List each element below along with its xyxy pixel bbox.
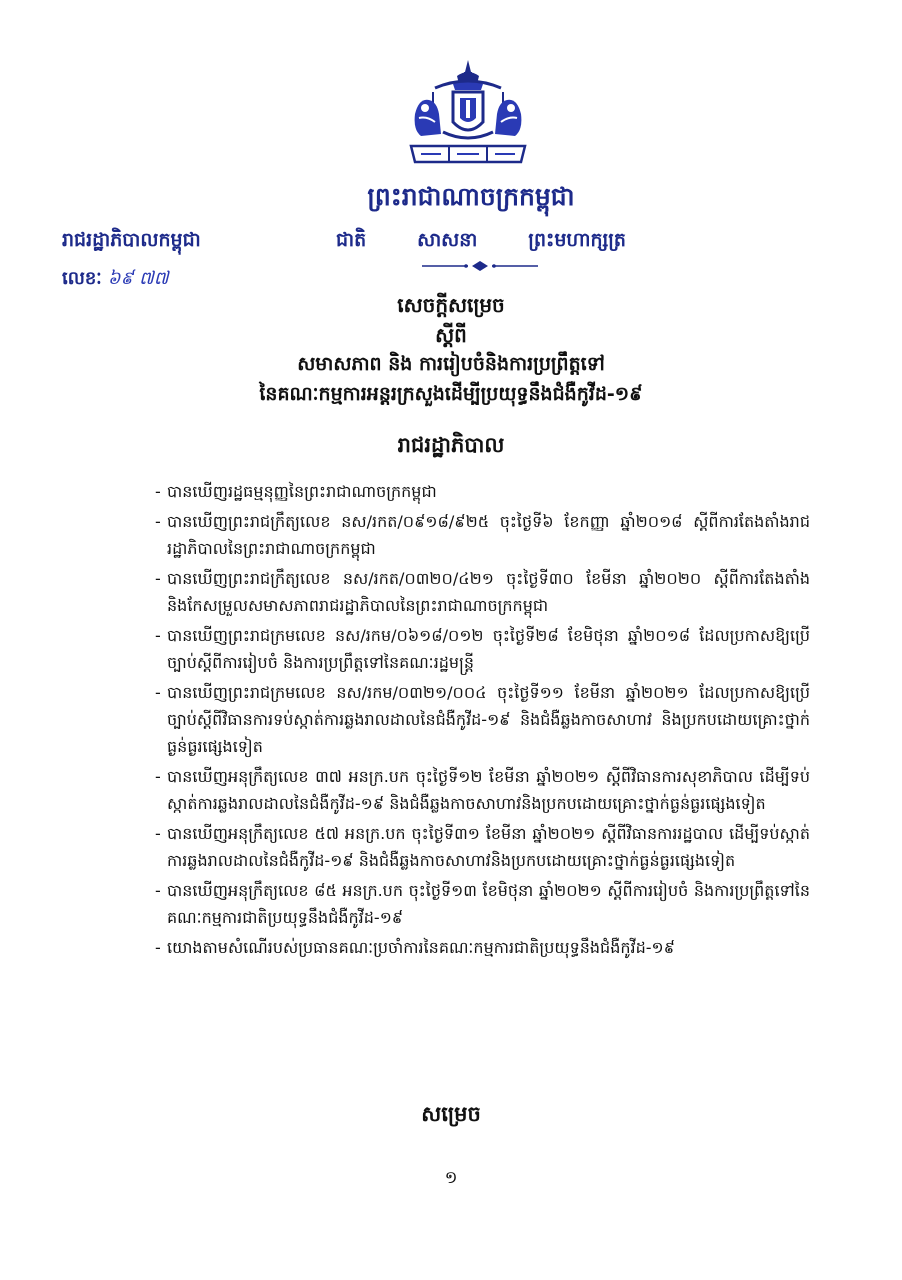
clause-text: បានឃើញអនុក្រឹត្យលេខ ៨៥ អនក្រ.បក ចុះថ្ងៃទី១៣ ខែមិថុនា ឆ្នាំ២០២១ ស្តីពីការរៀបចំ និងការប្រព្រឹត្តទៅនៃគណៈកម្មការជាតិប្រយុទ្ធនឹងជំងឺកូវីដ-១៩ — [167, 881, 810, 927]
royal-coat-of-arms-icon — [405, 58, 531, 170]
subject-line-1: សមាសភាព និង ការរៀបចំនិងការប្រព្រឹត្តទៅ — [297, 353, 605, 375]
list-item: - បានឃើញព្រះរាជក្រមលេខ នស/រកម/០៣២១/០០៤ ចុះថ្ងៃទី១១ ខែមីនា ឆ្នាំ២០២១ ដែលប្រកាសឱ្យប្រើច្បាប់ស្តីពីវិធានការទប់ស្កាត់ការឆ្លងរាលដាលនៃជំងឺកូវីដ-១៩ និងជំងឺឆ្លងកាចសាហាវ និងប្រកបដោយគ្រោះថ្នាក់ធ្ងន់ធ្ងរផ្សេងទៀត — [155, 679, 810, 760]
list-item: - បានឃើញព្រះរាជក្រមលេខ នស/រកម/០៦១៨/០១២ ចុះថ្ងៃទី២៨ ខែមិថុនា ឆ្នាំ២០១៨ ដែលប្រកាសឱ្យប្រើច្បាប់ស្តីពីការរៀបចំ និងការប្រព្រឹត្តទៅនៃគណៈរដ្ឋមន្ត្រី — [155, 622, 810, 676]
clause-text: យោងតាមសំណើរបស់ប្រធានគណៈប្រចាំការនៃគណៈកម្មការជាតិប្រយុទ្ធនឹងជំងឺកូវីដ-១៩ — [167, 938, 675, 957]
preamble-clauses — [155, 478, 810, 964]
list-item: - បានឃើញអនុក្រឹត្យលេខ ៥៧ អនក្រ.បក ចុះថ្ងៃទី៣១ ខែមីនា ឆ្នាំ២០២១ ស្តីពីវិធានការរដ្ឋបាល ដើម្បីទប់ស្កាត់ការឆ្លងរាលដាលនៃជំងឺកូវីដ-១៩ និងជំងឺឆ្លងកាចសាហាវនិងប្រកបដោយគ្រោះថ្នាក់ធ្ងន់ធ្ងរផ្សេងទៀត — [155, 820, 810, 874]
motto-nation: ជាតិ — [336, 229, 367, 251]
kingdom-title: ព្រះរាជាណាចក្រកម្ពុជា — [367, 182, 575, 211]
clause-text: បានឃើញព្រះរាជក្រឹត្យលេខ នស/រកត/០៩១៨/៩២៥ ចុះថ្ងៃទី៦ ខែកញ្ញា ឆ្នាំ២០១៨ ស្តីពីការតែងតាំងរាជរដ្ឋាភិបាលនៃព្រះរាជាណាចក្រកម្ពុជា — [167, 512, 810, 558]
subject-line-2: នៃគណៈកម្មការអន្តរក្រសួងដើម្បីប្រយុទ្ធនឹងជំងឺកូវីដ-១៩ — [259, 383, 643, 405]
issuer-heading: រាជរដ្ឋាភិបាល — [397, 433, 505, 457]
motto-religion: សាសនា — [417, 229, 478, 251]
document-number-label: លេខៈ — [62, 268, 102, 289]
decides-heading: សម្រេច — [421, 1102, 481, 1126]
list-item: - បានឃើញព្រះរាជក្រឹត្យលេខ នស/រកត/០៣២០/៤២១ ចុះថ្ងៃទី៣០ ខែមីនា ឆ្នាំ២០២០ ស្តីពីការតែងតាំង និងកែសម្រួលសមាសភាពរាជរដ្ឋាភិបាលនៃព្រះរាជាណាចក្រកម្ពុជា — [155, 565, 810, 619]
list-item: - បានឃើញអនុក្រឹត្យលេខ ៨៥ អនក្រ.បក ចុះថ្ងៃទី១៣ ខែមិថុនា ឆ្នាំ២០២១ ស្តីពីការរៀបចំ និងការប្រព្រឹត្តទៅនៃគណៈកម្មការជាតិប្រយុទ្ធនឹងជំងឺកូវីដ-១៩ — [155, 877, 810, 931]
document-number-value: ៦៩ ៧៧ — [107, 268, 169, 289]
list-item: - យោងតាមសំណើរបស់ប្រធានគណៈប្រចាំការនៃគណៈកម្មការជាតិប្រយុទ្ធនឹងជំងឺកូវីដ-១៩ — [155, 934, 810, 961]
ornament-divider-icon — [420, 260, 540, 272]
page-number: ១ — [444, 1168, 458, 1188]
document-number — [62, 266, 169, 293]
clause-text: បានឃើញរដ្ឋធម្មនុញ្ញនៃព្រះរាជាណាចក្រកម្ពុជា — [167, 482, 437, 501]
clause-text: បានឃើញអនុក្រឹត្យលេខ ៣៧ អនក្រ.បក ចុះថ្ងៃទី១២ ខែមីនា ឆ្នាំ២០២១ ស្តីពីវិធានការសុខាភិបាល ដើម្បីទប់ស្កាត់ការឆ្លងរាលដាលនៃជំងឺកូវីដ-១៩ និងជំងឺឆ្លងកាចសាហាវនិងប្រកបដោយគ្រោះថ្នាក់ធ្ងន់ធ្ងរផ្សេងទៀត — [167, 767, 810, 813]
clause-text: បានឃើញព្រះរាជក្រមលេខ នស/រកម/០៣២១/០០៤ ចុះថ្ងៃទី១១ ខែមីនា ឆ្នាំ២០២១ ដែលប្រកាសឱ្យប្រើច្បាប់ស្តីពីវិធានការទប់ស្កាត់ការឆ្លងរាលដាលនៃជំងឺកូវីដ-១៩ និងជំងឺឆ្លងកាចសាហាវ និងប្រកបដោយគ្រោះថ្នាក់ធ្ងន់ធ្ងរផ្សេងទៀត — [167, 683, 810, 756]
clause-text: បានឃើញព្រះរាជក្រឹត្យលេខ នស/រកត/០៣២០/៤២១ ចុះថ្ងៃទី៣០ ខែមីនា ឆ្នាំ២០២០ ស្តីពីការតែងតាំង និងកែសម្រួលសមាសភាពរាជរដ្ឋាភិបាលនៃព្រះរាជាណាចក្រកម្ពុជា — [167, 569, 810, 615]
government-name: រាជរដ្ឋាភិបាលកម្ពុជា — [62, 229, 201, 251]
national-motto — [336, 228, 626, 256]
list-item: - បានឃើញព្រះរាជក្រឹត្យលេខ នស/រកត/០៩១៨/៩២៥ ចុះថ្ងៃទី៦ ខែកញ្ញា ឆ្នាំ២០១៨ ស្តីពីការតែងតាំងរាជរដ្ឋាភិបាលនៃព្រះរាជាណាចក្រកម្ពុជា — [155, 508, 810, 562]
list-item: - បានឃើញរដ្ឋធម្មនុញ្ញនៃព្រះរាជាណាចក្រកម្ពុជា — [155, 478, 810, 505]
decision-heading: សេចក្តីសម្រេច — [397, 293, 505, 317]
clause-text: បានឃើញអនុក្រឹត្យលេខ ៥៧ អនក្រ.បក ចុះថ្ងៃទី៣១ ខែមីនា ឆ្នាំ២០២១ ស្តីពីវិធានការរដ្ឋបាល ដើម្បីទប់ស្កាត់ការឆ្លងរាលដាលនៃជំងឺកូវីដ-១៩ និងជំងឺឆ្លងកាចសាហាវនិងប្រកបដោយគ្រោះថ្នាក់ធ្ងន់ធ្ងរផ្សេងទៀត — [167, 824, 810, 870]
about-heading: ស្តីពី — [435, 323, 467, 347]
motto-king: ព្រះមហាក្សត្រ — [528, 229, 626, 251]
clause-text: បានឃើញព្រះរាជក្រមលេខ នស/រកម/០៦១៨/០១២ ចុះថ្ងៃទី២៨ ខែមិថុនា ឆ្នាំ២០១៨ ដែលប្រកាសឱ្យប្រើច្បាប់ស្តីពីការរៀបចំ និងការប្រព្រឹត្តទៅនៃគណៈរដ្ឋមន្ត្រី — [167, 626, 810, 672]
list-item: - បានឃើញអនុក្រឹត្យលេខ ៣៧ អនក្រ.បក ចុះថ្ងៃទី១២ ខែមីនា ឆ្នាំ២០២១ ស្តីពីវិធានការសុខាភិបាល ដើម្បីទប់ស្កាត់ការឆ្លងរាលដាលនៃជំងឺកូវីដ-១៩ និងជំងឺឆ្លងកាចសាហាវនិងប្រកបដោយគ្រោះថ្នាក់ធ្ងន់ធ្ងរផ្សេងទៀត — [155, 763, 810, 817]
